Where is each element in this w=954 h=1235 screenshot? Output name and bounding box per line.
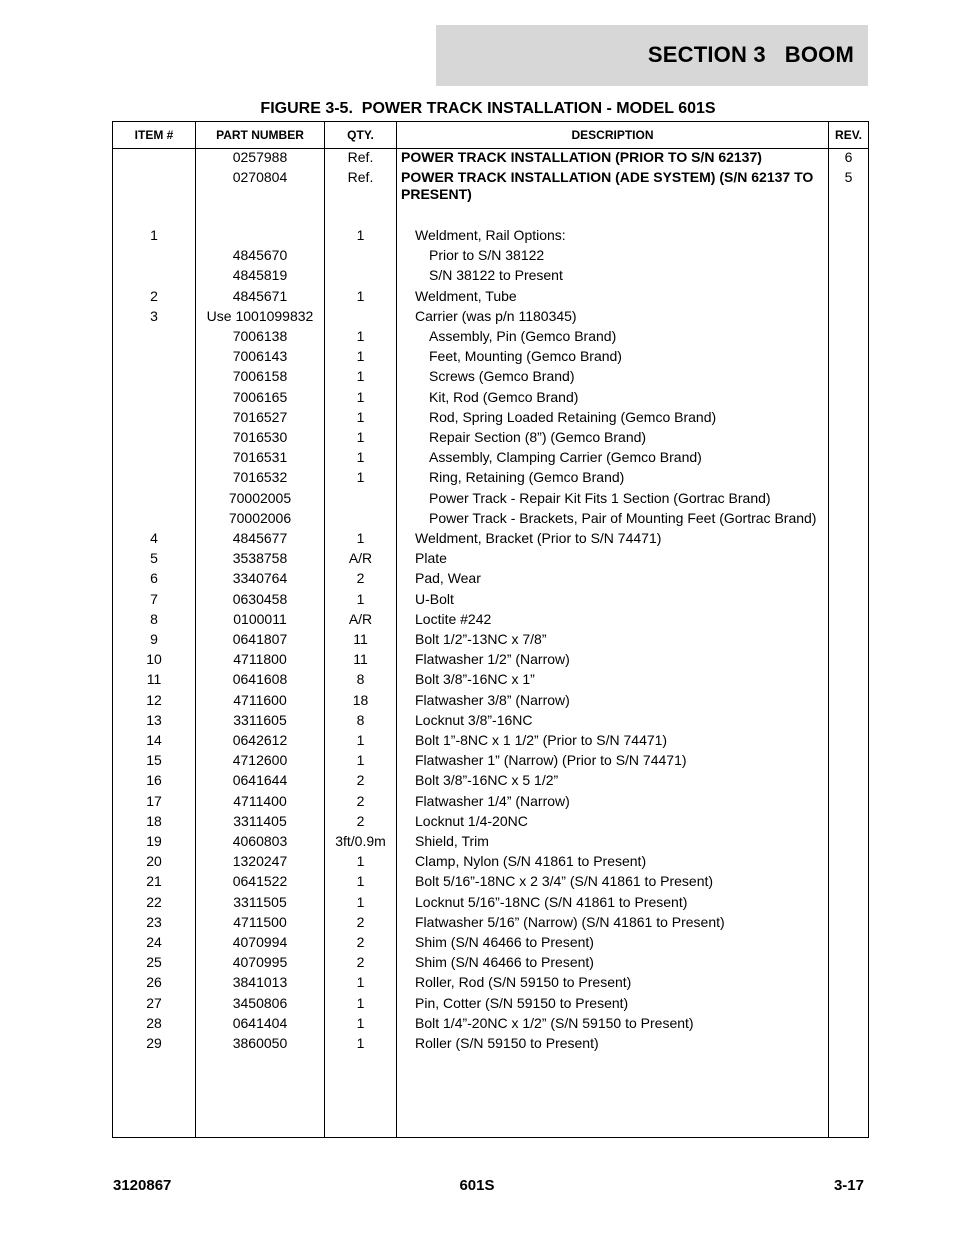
quantity: 8	[356, 671, 365, 688]
header-item: ITEM #	[134, 128, 174, 142]
description: Assembly, Clamping Carrier (Gemco Brand)	[429, 449, 702, 466]
header-description: DESCRIPTION	[571, 128, 654, 142]
quantity: 1	[356, 974, 365, 991]
part-number: 4060803	[232, 833, 288, 849]
part-number: 4712600	[232, 752, 288, 769]
quantity: 2	[356, 570, 365, 587]
quantity: 1	[356, 893, 365, 910]
quantity: 2	[356, 913, 365, 930]
part-number: 4845670	[232, 247, 288, 264]
description: POWER TRACK INSTALLATION (ADE SYSTEM) (S/N 62137 TO PRESENT)	[401, 169, 814, 202]
item-number: 6	[150, 570, 158, 587]
quantity: 1	[356, 994, 365, 1011]
quantity: 8	[356, 711, 365, 728]
quantity: 11	[353, 651, 368, 668]
item-number: 14	[146, 732, 162, 748]
item-number: 11	[146, 671, 162, 688]
description: Roller (S/N 59150 to Present)	[415, 1035, 599, 1051]
item-number: 28	[146, 1014, 162, 1031]
quantity: 1	[356, 408, 365, 425]
part-number: 1320247	[232, 853, 288, 870]
description: Flatwasher 3/8” (Narrow)	[415, 691, 570, 708]
part-number: 70002005	[228, 489, 292, 506]
description: POWER TRACK INSTALLATION (PRIOR TO S/N 62137)	[401, 149, 762, 165]
part-number: 4845819	[232, 267, 288, 284]
quantity: A/R	[348, 550, 373, 567]
quantity: 1	[356, 590, 365, 607]
item-number: 9	[150, 631, 158, 647]
quantity: 1	[356, 530, 365, 546]
quantity: 1	[356, 732, 365, 748]
quantity: 1	[356, 752, 365, 769]
item-number: 24	[146, 934, 162, 950]
description: S/N 38122 to Present	[429, 267, 563, 284]
item-number: 15	[146, 752, 162, 769]
description: Flatwasher 1” (Narrow) (Prior to S/N 74471)	[415, 752, 687, 769]
section-title: SECTION 3 BOOM	[647, 42, 854, 67]
part-number: 4070995	[232, 954, 288, 971]
description: Power Track - Repair Kit Fits 1 Section (Gortrac Brand)	[429, 489, 771, 506]
description: Repair Section (8”) (Gemco Brand)	[429, 429, 647, 445]
description: Rod, Spring Loaded Retaining (Gemco Brand)	[429, 408, 717, 425]
quantity: 2	[356, 934, 365, 950]
part-number: 3860050	[232, 1035, 288, 1051]
description: Weldment, Bracket (Prior to S/N 74471)	[415, 530, 662, 546]
item-number: 19	[146, 833, 162, 849]
description: Flatwasher 5/16” (Narrow) (S/N 41861 to Present)	[415, 913, 725, 930]
item-number: 4	[150, 530, 158, 546]
item-number: 7	[150, 590, 158, 607]
item-number: 17	[146, 792, 162, 809]
description: Locknut 5/16”-18NC (S/N 41861 to Present)	[415, 893, 688, 910]
figure-title: FIGURE 3-5. POWER TRACK INSTALLATION - MODEL 601S	[260, 100, 716, 117]
footer-doc-number: 3120867	[113, 1177, 172, 1194]
part-number: 4070994	[232, 934, 288, 950]
item-number: 27	[146, 994, 162, 1011]
quantity: 2	[356, 792, 365, 809]
description: Power Track - Brackets, Pair of Mounting Feet (Gortrac Brand)	[429, 509, 817, 526]
description: Bolt 3/8”-16NC x 5 1/2”	[415, 772, 559, 789]
header-rev: REV.	[835, 128, 862, 142]
quantity: Ref.	[347, 149, 374, 165]
quantity: 1	[356, 348, 365, 365]
description: Shim (S/N 46466 to Present)	[415, 954, 594, 971]
description: Weldment, Tube	[415, 287, 517, 304]
quantity: 1	[356, 853, 365, 870]
revision: 5	[844, 169, 853, 185]
part-number: 4711800	[233, 651, 287, 668]
revision: 6	[844, 149, 853, 165]
part-number: 7006138	[232, 328, 288, 344]
item-number: 20	[146, 853, 162, 870]
part-number: 3340764	[232, 570, 288, 587]
item-number: 12	[146, 691, 162, 708]
part-number: 7016527	[232, 408, 288, 425]
item-number: 3	[150, 307, 158, 324]
part-number: 7006158	[232, 368, 288, 385]
description: Bolt 1/2”-13NC x 7/8”	[415, 631, 547, 647]
part-number: 0641608	[232, 671, 288, 688]
quantity: 2	[356, 772, 365, 789]
item-number: 23	[146, 913, 162, 930]
quantity: 3ft/0.9m	[335, 833, 386, 849]
part-number: 7006165	[232, 388, 288, 405]
part-number: 0641522	[232, 873, 288, 890]
quantity: 1	[356, 1035, 365, 1051]
part-number: 4711500	[233, 913, 287, 930]
quantity: 1	[356, 388, 365, 405]
part-number: 4845671	[232, 287, 288, 304]
description: U-Bolt	[415, 590, 454, 607]
description: Pin, Cotter (S/N 59150 to Present)	[415, 994, 629, 1011]
part-number: 7016531	[232, 449, 288, 466]
part-number: 3311405	[233, 812, 287, 829]
quantity: 1	[356, 469, 365, 486]
description: Feet, Mounting (Gemco Brand)	[429, 348, 622, 365]
part-number: 3450806	[232, 994, 288, 1011]
part-number: 0641807	[232, 631, 288, 647]
description: Prior to S/N 38122	[429, 247, 545, 264]
description: Ring, Retaining (Gemco Brand)	[429, 469, 625, 486]
part-number: 7006143	[232, 348, 288, 365]
item-number: 5	[150, 550, 158, 567]
item-number: 22	[146, 893, 162, 910]
item-number: 8	[150, 610, 158, 627]
part-number: 4845677	[232, 530, 288, 546]
item-number: 26	[146, 974, 162, 991]
quantity: 1	[356, 227, 365, 243]
parts-table	[112, 121, 869, 1138]
quantity: 2	[356, 812, 365, 829]
item-number: 16	[146, 772, 162, 789]
description: Carrier (was p/n 1180345)	[415, 307, 577, 324]
part-number: 4711600	[233, 691, 287, 708]
description: Locknut 1/4-20NC	[415, 812, 528, 829]
header-part-number: PART NUMBER	[216, 128, 304, 142]
description: Weldment, Rail Options:	[415, 227, 566, 243]
part-number: 7016532	[232, 469, 288, 486]
part-number: 0257988	[232, 149, 288, 165]
item-number: 29	[146, 1035, 162, 1051]
description: Screws (Gemco Brand)	[429, 368, 575, 385]
part-number: 0100011	[233, 610, 287, 627]
part-number: 0641644	[232, 772, 288, 789]
part-number: 0630458	[232, 590, 288, 607]
item-number: 18	[146, 812, 162, 829]
column-divider	[396, 122, 397, 1137]
description: Bolt 1”-8NC x 1 1/2” (Prior to S/N 74471)	[415, 732, 668, 748]
quantity: A/R	[348, 610, 373, 627]
item-number: 10	[146, 651, 162, 668]
description: Locknut 3/8”-16NC	[415, 711, 533, 728]
quantity: 11	[353, 631, 368, 647]
quantity: 1	[356, 429, 365, 445]
item-number: 21	[146, 873, 162, 890]
item-number: 1	[150, 227, 158, 243]
part-number: Use 1001099832	[206, 307, 314, 324]
part-number: 0270804	[232, 169, 288, 185]
quantity: 1	[356, 287, 365, 304]
footer-page-number: 3-17	[833, 1177, 864, 1194]
description: Loctite #242	[415, 610, 492, 627]
quantity: 1	[356, 449, 365, 466]
part-number: 70002006	[228, 509, 292, 526]
part-number: 3311505	[233, 893, 287, 910]
description: Plate	[415, 550, 447, 567]
quantity: 1	[356, 368, 365, 385]
description: Kit, Rod (Gemco Brand)	[429, 388, 579, 405]
description: Roller, Rod (S/N 59150 to Present)	[415, 974, 632, 991]
item-number: 2	[150, 287, 158, 304]
footer-model: 601S	[459, 1177, 495, 1194]
item-number: 25	[146, 954, 162, 971]
description: Flatwasher 1/4” (Narrow)	[415, 792, 570, 809]
part-number: 0642612	[232, 732, 288, 748]
description: Bolt 1/4”-20NC x 1/2” (S/N 59150 to Present)	[415, 1014, 694, 1031]
part-number: 3538758	[232, 550, 288, 567]
description: Pad, Wear	[415, 570, 481, 587]
description: Shield, Trim	[415, 833, 489, 849]
header-qty: QTY.	[347, 128, 374, 142]
part-number: 3311605	[233, 711, 287, 728]
quantity: 1	[356, 1014, 365, 1031]
quantity: 2	[356, 954, 365, 971]
part-number: 0641404	[232, 1014, 288, 1031]
quantity: 1	[356, 873, 365, 890]
description: Bolt 3/8”-16NC x 1”	[415, 671, 535, 688]
item-number: 13	[146, 711, 162, 728]
description: Bolt 5/16”-18NC x 2 3/4” (S/N 41861 to Present)	[415, 873, 714, 890]
description: Flatwasher 1/2” (Narrow)	[415, 651, 570, 668]
part-number: 3841013	[232, 974, 288, 991]
part-number: 4711400	[233, 792, 287, 809]
quantity: Ref.	[347, 169, 374, 185]
quantity: 1	[356, 328, 365, 344]
section-banner	[436, 25, 868, 86]
part-number: 7016530	[232, 429, 288, 445]
quantity: 18	[352, 691, 369, 708]
description: Shim (S/N 46466 to Present)	[415, 934, 594, 950]
description: Assembly, Pin (Gemco Brand)	[429, 328, 617, 344]
description: Clamp, Nylon (S/N 41861 to Present)	[415, 853, 647, 870]
